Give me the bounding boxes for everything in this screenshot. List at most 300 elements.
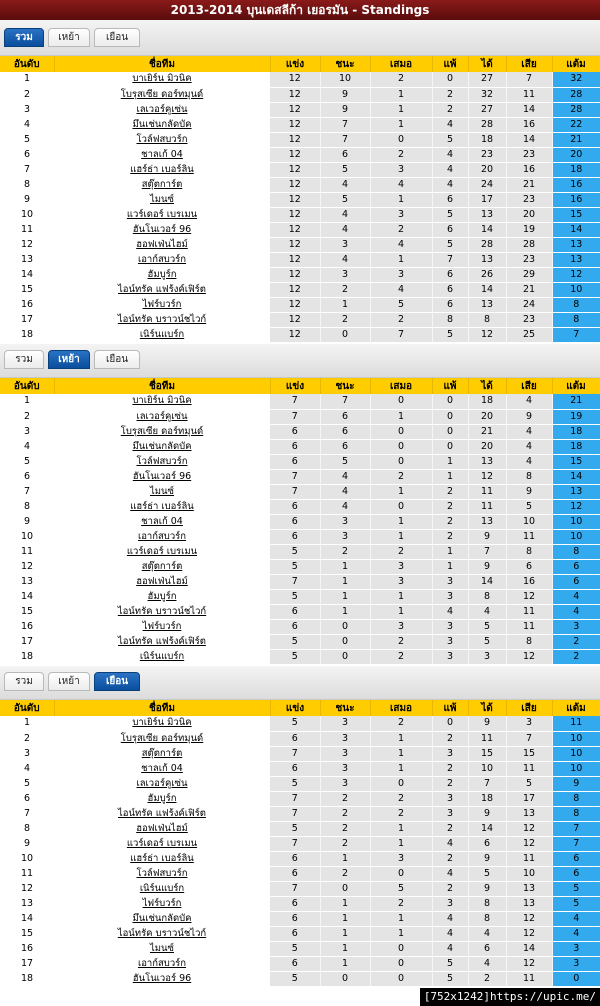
played-cell: 6 <box>270 866 320 881</box>
points-cell: 8 <box>552 297 600 312</box>
drawn-cell: 1 <box>370 926 432 941</box>
lost-cell: 8 <box>432 312 468 327</box>
table-row <box>0 282 600 297</box>
drawn-cell: 3 <box>370 559 432 574</box>
table-row <box>0 836 600 851</box>
team-name-link[interactable]: แวร์เดอร์ เบรเมน <box>54 207 270 222</box>
drawn-cell: 0 <box>370 424 432 439</box>
drawn-cell: 1 <box>370 252 432 267</box>
goals-for-cell: 20 <box>468 409 506 424</box>
team-name-link[interactable]: แฮร์ธ่า เบอร์ลิน <box>54 499 270 514</box>
team-name-link[interactable]: โวล์ฟสบวร์ก <box>54 132 270 147</box>
team-name-link[interactable]: ไมนซ์ <box>54 941 270 956</box>
lost-cell: 3 <box>432 634 468 649</box>
drawn-cell: 2 <box>370 649 432 664</box>
points-cell: 20 <box>552 147 600 162</box>
team-name-link[interactable]: ฮัมบูร์ก <box>54 267 270 282</box>
played-cell: 6 <box>270 424 320 439</box>
tab-away[interactable]: เยือน <box>94 28 140 47</box>
played-cell: 7 <box>270 469 320 484</box>
team-name-link[interactable]: ไมนซ์ <box>54 484 270 499</box>
points-cell: 3 <box>552 619 600 634</box>
won-cell: 3 <box>320 267 370 282</box>
team-name-link[interactable]: เอาก์สบวร์ก <box>54 956 270 971</box>
goals-for-cell: 18 <box>468 394 506 409</box>
drawn-cell: 1 <box>370 746 432 761</box>
played-cell: 7 <box>270 394 320 409</box>
team-name-link[interactable]: แวร์เดอร์ เบรเมน <box>54 544 270 559</box>
position-cell: 13 <box>0 574 54 589</box>
team-name-link[interactable]: แฮร์ธ่า เบอร์ลิน <box>54 851 270 866</box>
points-cell: 6 <box>552 559 600 574</box>
goals-against-cell: 19 <box>506 222 552 237</box>
won-cell: 6 <box>320 147 370 162</box>
team-name-link[interactable]: ชาลเก้ 04 <box>54 761 270 776</box>
drawn-cell: 1 <box>370 514 432 529</box>
lost-cell: 3 <box>432 589 468 604</box>
team-name-link[interactable]: มึนเช่นกลัดบัค <box>54 439 270 454</box>
points-cell: 12 <box>552 267 600 282</box>
points-cell: 2 <box>552 634 600 649</box>
drawn-cell: 5 <box>370 297 432 312</box>
team-name-link[interactable]: ไอน์ทรัค บราวน์ชไวก์ <box>54 604 270 619</box>
header-team: ชื่อทีม <box>54 378 270 394</box>
header-points: แต้ม <box>552 700 600 716</box>
position-cell: 7 <box>0 162 54 177</box>
goals-for-cell: 14 <box>468 222 506 237</box>
points-cell: 19 <box>552 409 600 424</box>
goals-for-cell: 3 <box>468 649 506 664</box>
won-cell: 3 <box>320 731 370 746</box>
goals-against-cell: 12 <box>506 911 552 926</box>
played-cell: 6 <box>270 499 320 514</box>
goals-against-cell: 12 <box>506 956 552 971</box>
position-cell: 12 <box>0 881 54 896</box>
table-row <box>0 791 600 806</box>
won-cell: 7 <box>320 117 370 132</box>
drawn-cell: 3 <box>370 207 432 222</box>
drawn-cell: 2 <box>370 544 432 559</box>
lost-cell: 1 <box>432 454 468 469</box>
lost-cell: 1 <box>432 469 468 484</box>
points-cell: 10 <box>552 282 600 297</box>
lost-cell: 2 <box>432 761 468 776</box>
team-name-link[interactable]: สตุ๊ตการ์ต <box>54 746 270 761</box>
lost-cell: 5 <box>432 132 468 147</box>
header-drawn: เสมอ <box>370 700 432 716</box>
drawn-cell: 2 <box>370 896 432 911</box>
team-name-link[interactable]: โบรุสเซีย ดอร์ทมุนด์ <box>54 731 270 746</box>
played-cell: 6 <box>270 956 320 971</box>
goals-against-cell: 13 <box>506 881 552 896</box>
team-name-link[interactable]: ชาลเก้ 04 <box>54 147 270 162</box>
team-name-link[interactable]: ฮัมบูร์ก <box>54 791 270 806</box>
played-cell: 12 <box>270 207 320 222</box>
position-cell: 5 <box>0 132 54 147</box>
table-row <box>0 222 600 237</box>
tab-overall[interactable]: รวม <box>4 28 44 47</box>
drawn-cell: 7 <box>370 327 432 342</box>
team-name-link[interactable]: เลเวอร์คูเซ่น <box>54 409 270 424</box>
tab-bar <box>0 666 600 700</box>
team-name-link[interactable]: ไฟร์บวร์ก <box>54 619 270 634</box>
points-cell: 7 <box>552 821 600 836</box>
goals-against-cell: 11 <box>506 851 552 866</box>
drawn-cell: 2 <box>370 147 432 162</box>
goals-for-cell: 14 <box>468 282 506 297</box>
goals-for-cell: 4 <box>468 956 506 971</box>
team-name-link[interactable]: เลเวอร์คูเซ่น <box>54 776 270 791</box>
team-name-link[interactable]: บาเยิร์น มิวนิค <box>54 72 270 87</box>
lost-cell: 7 <box>432 252 468 267</box>
played-cell: 12 <box>270 162 320 177</box>
table-row <box>0 394 600 409</box>
lost-cell: 1 <box>432 544 468 559</box>
drawn-cell: 5 <box>370 881 432 896</box>
goals-against-cell: 11 <box>506 761 552 776</box>
goals-against-cell: 8 <box>506 544 552 559</box>
position-cell: 14 <box>0 911 54 926</box>
team-name-link[interactable]: แวร์เดอร์ เบรเมน <box>54 836 270 851</box>
goals-for-cell: 4 <box>468 926 506 941</box>
team-name-link[interactable]: โบรุสเซีย ดอร์ทมุนด์ <box>54 424 270 439</box>
won-cell: 0 <box>320 327 370 342</box>
lost-cell: 2 <box>432 776 468 791</box>
lost-cell: 0 <box>432 394 468 409</box>
drawn-cell: 0 <box>370 439 432 454</box>
drawn-cell: 0 <box>370 776 432 791</box>
team-name-link[interactable]: ชาลเก้ 04 <box>54 514 270 529</box>
drawn-cell: 2 <box>370 469 432 484</box>
team-name-link[interactable]: เลเวอร์คูเซ่น <box>54 102 270 117</box>
goals-against-cell: 17 <box>506 791 552 806</box>
table-header-row <box>0 56 600 72</box>
team-name-link[interactable]: ฮอฟเฟ่นไฮม์ <box>54 574 270 589</box>
table-row <box>0 327 600 342</box>
goals-against-cell: 15 <box>506 746 552 761</box>
team-name-link[interactable]: โวล์ฟสบวร์ก <box>54 866 270 881</box>
team-name-link[interactable]: ไมนซ์ <box>54 192 270 207</box>
goals-for-cell: 26 <box>468 267 506 282</box>
goals-for-cell: 4 <box>468 604 506 619</box>
drawn-cell: 0 <box>370 956 432 971</box>
team-name-link[interactable]: ฮันโนเวอร์ 96 <box>54 469 270 484</box>
table-row <box>0 514 600 529</box>
goals-for-cell: 21 <box>468 424 506 439</box>
lost-cell: 4 <box>432 926 468 941</box>
won-cell: 4 <box>320 207 370 222</box>
goals-for-cell: 14 <box>468 821 506 836</box>
team-name-link[interactable]: ฮอฟเฟ่นไฮม์ <box>54 237 270 252</box>
position-cell: 13 <box>0 896 54 911</box>
header-goals-for: ได้ <box>468 378 506 394</box>
lost-cell: 5 <box>432 237 468 252</box>
team-name-link[interactable]: ไฟร์บวร์ก <box>54 297 270 312</box>
won-cell: 2 <box>320 866 370 881</box>
points-cell: 8 <box>552 806 600 821</box>
team-name-link[interactable]: มึนเช่นกลัดบัค <box>54 911 270 926</box>
lost-cell: 6 <box>432 192 468 207</box>
tab-overall[interactable]: รวม <box>4 672 44 691</box>
goals-against-cell: 24 <box>506 297 552 312</box>
drawn-cell: 4 <box>370 177 432 192</box>
tab-home[interactable]: เหย้า <box>48 672 90 691</box>
goals-for-cell: 9 <box>468 851 506 866</box>
position-cell: 8 <box>0 821 54 836</box>
table-row <box>0 604 600 619</box>
standings-home-section <box>0 344 600 666</box>
played-cell: 7 <box>270 881 320 896</box>
drawn-cell: 0 <box>370 499 432 514</box>
header-points: แต้ม <box>552 56 600 72</box>
won-cell: 0 <box>320 619 370 634</box>
team-name-link[interactable]: บาเยิร์น มิวนิค <box>54 394 270 409</box>
table-row <box>0 806 600 821</box>
table-row <box>0 619 600 634</box>
tab-away[interactable]: เยือน <box>94 672 140 691</box>
won-cell: 3 <box>320 514 370 529</box>
played-cell: 7 <box>270 791 320 806</box>
drawn-cell: 2 <box>370 634 432 649</box>
won-cell: 2 <box>320 821 370 836</box>
drawn-cell: 2 <box>370 716 432 731</box>
won-cell: 2 <box>320 806 370 821</box>
header-position: อันดับ <box>0 56 54 72</box>
played-cell: 12 <box>270 102 320 117</box>
page-title: 2013-2014 บุนเดสลีก้า เยอรมัน - Standings <box>0 0 600 20</box>
drawn-cell: 1 <box>370 836 432 851</box>
table-row <box>0 911 600 926</box>
tab-overall[interactable]: รวม <box>4 350 44 369</box>
goals-against-cell: 12 <box>506 649 552 664</box>
team-name-link[interactable]: ฮอฟเฟ่นไฮม์ <box>54 821 270 836</box>
points-cell: 13 <box>552 237 600 252</box>
points-cell: 21 <box>552 132 600 147</box>
played-cell: 12 <box>270 282 320 297</box>
won-cell: 0 <box>320 649 370 664</box>
goals-against-cell: 12 <box>506 589 552 604</box>
won-cell: 6 <box>320 409 370 424</box>
position-cell: 7 <box>0 484 54 499</box>
drawn-cell: 4 <box>370 282 432 297</box>
team-name-link[interactable]: ไอน์ทรัค แฟร้งค์เฟิร์ต <box>54 634 270 649</box>
lost-cell: 6 <box>432 267 468 282</box>
goals-for-cell: 11 <box>468 731 506 746</box>
goals-against-cell: 7 <box>506 731 552 746</box>
drawn-cell: 1 <box>370 731 432 746</box>
tab-bar <box>0 344 600 378</box>
played-cell: 7 <box>270 836 320 851</box>
team-name-link[interactable]: ฮัมบูร์ก <box>54 589 270 604</box>
played-cell: 12 <box>270 132 320 147</box>
team-name-link[interactable]: ไฟร์บวร์ก <box>54 896 270 911</box>
position-cell: 10 <box>0 207 54 222</box>
team-name-link[interactable]: ฮันโนเวอร์ 96 <box>54 222 270 237</box>
played-cell: 5 <box>270 941 320 956</box>
drawn-cell: 2 <box>370 806 432 821</box>
lost-cell: 4 <box>432 911 468 926</box>
table-row <box>0 177 600 192</box>
position-cell: 1 <box>0 394 54 409</box>
table-row <box>0 821 600 836</box>
team-name-link[interactable]: สตุ๊ตการ์ต <box>54 177 270 192</box>
team-name-link[interactable]: ไอน์ทรัค แฟร้งค์เฟิร์ต <box>54 806 270 821</box>
goals-for-cell: 11 <box>468 499 506 514</box>
team-name-link[interactable]: ไอน์ทรัค แฟร้งค์เฟิร์ต <box>54 282 270 297</box>
team-name-link[interactable]: เนิร์นแบร์ก <box>54 327 270 342</box>
table-row <box>0 716 600 731</box>
tab-away[interactable]: เยือน <box>94 350 140 369</box>
team-name-link[interactable]: ไอน์ทรัค บราวน์ชไวก์ <box>54 312 270 327</box>
team-name-link[interactable]: แฮร์ธ่า เบอร์ลิน <box>54 162 270 177</box>
tab-home[interactable]: เหย้า <box>48 28 90 47</box>
played-cell: 12 <box>270 192 320 207</box>
played-cell: 6 <box>270 514 320 529</box>
goals-for-cell: 6 <box>468 836 506 851</box>
goals-against-cell: 12 <box>506 836 552 851</box>
table-row <box>0 866 600 881</box>
lost-cell: 3 <box>432 896 468 911</box>
lost-cell: 4 <box>432 117 468 132</box>
won-cell: 2 <box>320 544 370 559</box>
played-cell: 6 <box>270 911 320 926</box>
table-row <box>0 746 600 761</box>
table-row <box>0 87 600 102</box>
won-cell: 5 <box>320 192 370 207</box>
won-cell: 3 <box>320 776 370 791</box>
table-row <box>0 484 600 499</box>
team-name-link[interactable]: เนิร์นแบร์ก <box>54 649 270 664</box>
table-row <box>0 941 600 956</box>
position-cell: 16 <box>0 297 54 312</box>
goals-against-cell: 14 <box>506 941 552 956</box>
goals-for-cell: 13 <box>468 514 506 529</box>
standings-table <box>0 56 600 343</box>
won-cell: 2 <box>320 282 370 297</box>
team-name-link[interactable]: ฮันโนเวอร์ 96 <box>54 971 270 986</box>
won-cell: 7 <box>320 394 370 409</box>
table-row <box>0 469 600 484</box>
points-cell: 6 <box>552 851 600 866</box>
lost-cell: 5 <box>432 971 468 986</box>
drawn-cell: 3 <box>370 851 432 866</box>
goals-against-cell: 20 <box>506 207 552 222</box>
points-cell: 10 <box>552 761 600 776</box>
goals-against-cell: 8 <box>506 634 552 649</box>
won-cell: 10 <box>320 72 370 87</box>
won-cell: 3 <box>320 716 370 731</box>
tab-home[interactable]: เหย้า <box>48 350 90 369</box>
won-cell: 1 <box>320 926 370 941</box>
goals-for-cell: 12 <box>468 327 506 342</box>
team-name-link[interactable]: มึนเช่นกลัดบัค <box>54 117 270 132</box>
played-cell: 7 <box>270 409 320 424</box>
goals-against-cell: 11 <box>506 971 552 986</box>
position-cell: 18 <box>0 327 54 342</box>
points-cell: 14 <box>552 469 600 484</box>
goals-against-cell: 4 <box>506 424 552 439</box>
table-row <box>0 731 600 746</box>
goals-against-cell: 11 <box>506 604 552 619</box>
lost-cell: 2 <box>432 821 468 836</box>
drawn-cell: 0 <box>370 971 432 986</box>
played-cell: 12 <box>270 252 320 267</box>
team-name-link[interactable]: โวล์ฟสบวร์ก <box>54 454 270 469</box>
position-cell: 17 <box>0 634 54 649</box>
points-cell: 18 <box>552 424 600 439</box>
team-name-link[interactable]: สตุ๊ตการ์ต <box>54 559 270 574</box>
position-cell: 15 <box>0 604 54 619</box>
played-cell: 7 <box>270 746 320 761</box>
goals-for-cell: 11 <box>468 484 506 499</box>
drawn-cell: 3 <box>370 574 432 589</box>
header-goals-for: ได้ <box>468 56 506 72</box>
played-cell: 12 <box>270 267 320 282</box>
points-cell: 7 <box>552 327 600 342</box>
team-name-link[interactable]: โบรุสเซีย ดอร์ทมุนด์ <box>54 87 270 102</box>
team-name-link[interactable]: เอาก์สบวร์ก <box>54 252 270 267</box>
position-cell: 9 <box>0 836 54 851</box>
goals-against-cell: 14 <box>506 132 552 147</box>
goals-for-cell: 13 <box>468 207 506 222</box>
table-row <box>0 589 600 604</box>
table-row <box>0 851 600 866</box>
position-cell: 4 <box>0 439 54 454</box>
goals-against-cell: 8 <box>506 469 552 484</box>
team-name-link[interactable]: ไอน์ทรัค บราวน์ชไวก์ <box>54 926 270 941</box>
header-goals-against: เสีย <box>506 56 552 72</box>
lost-cell: 2 <box>432 851 468 866</box>
goals-against-cell: 25 <box>506 327 552 342</box>
table-row <box>0 162 600 177</box>
goals-against-cell: 7 <box>506 72 552 87</box>
won-cell: 1 <box>320 851 370 866</box>
won-cell: 1 <box>320 956 370 971</box>
goals-for-cell: 9 <box>468 806 506 821</box>
goals-for-cell: 15 <box>468 746 506 761</box>
goals-for-cell: 8 <box>468 896 506 911</box>
table-row <box>0 544 600 559</box>
position-cell: 7 <box>0 806 54 821</box>
points-cell: 3 <box>552 956 600 971</box>
team-name-link[interactable]: เนิร์นแบร์ก <box>54 881 270 896</box>
goals-for-cell: 7 <box>468 544 506 559</box>
table-row <box>0 297 600 312</box>
lost-cell: 6 <box>432 222 468 237</box>
drawn-cell: 1 <box>370 117 432 132</box>
table-row <box>0 971 600 986</box>
won-cell: 4 <box>320 499 370 514</box>
position-cell: 1 <box>0 72 54 87</box>
goals-for-cell: 5 <box>468 619 506 634</box>
standings-overall-section <box>0 20 600 344</box>
position-cell: 8 <box>0 499 54 514</box>
played-cell: 5 <box>270 634 320 649</box>
goals-against-cell: 13 <box>506 806 552 821</box>
goals-against-cell: 4 <box>506 439 552 454</box>
lost-cell: 4 <box>432 836 468 851</box>
header-goals-against: เสีย <box>506 378 552 394</box>
played-cell: 12 <box>270 147 320 162</box>
lost-cell: 6 <box>432 297 468 312</box>
points-cell: 14 <box>552 222 600 237</box>
team-name-link[interactable]: เอาก์สบวร์ก <box>54 529 270 544</box>
team-name-link[interactable]: บาเยิร์น มิวนิค <box>54 716 270 731</box>
played-cell: 6 <box>270 604 320 619</box>
goals-for-cell: 18 <box>468 132 506 147</box>
header-position: อันดับ <box>0 700 54 716</box>
goals-for-cell: 5 <box>468 866 506 881</box>
